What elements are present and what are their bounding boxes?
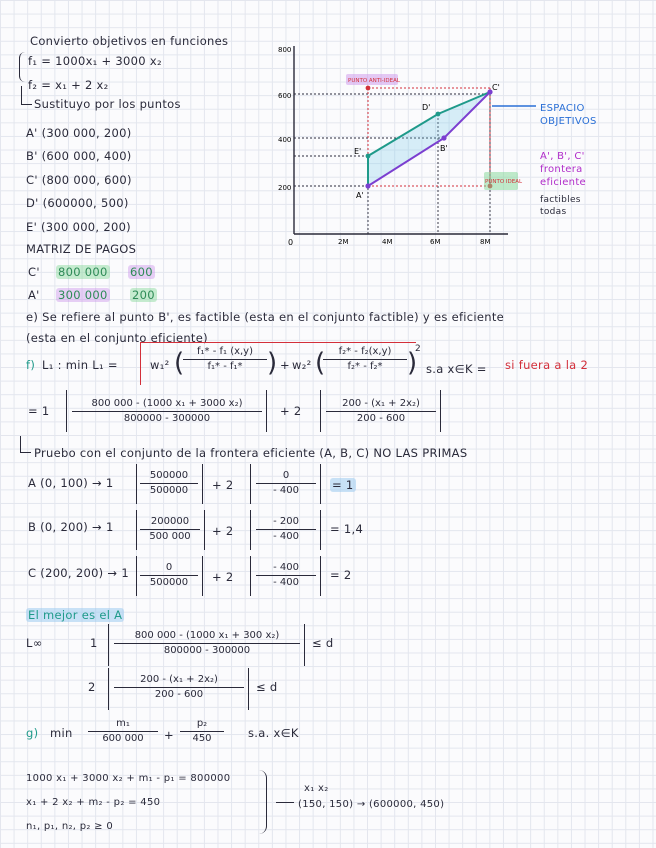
g-plus: + <box>164 728 174 742</box>
linf-r1-rel: ≤ d <box>312 636 334 650</box>
payoff-title: MATRIZ DE PAGOS <box>26 242 137 256</box>
test-row-b-n1: 200000 <box>140 516 200 530</box>
abs-bar-a4 <box>320 464 321 504</box>
f2-equation: f₂ = x₁ + 2 x₂ <box>28 78 109 92</box>
abs-bar-4 <box>440 390 441 432</box>
f-plus: + <box>280 358 290 372</box>
test-row-a-frac2 <box>256 470 316 497</box>
y-tick-200: 200 <box>278 184 292 192</box>
part-f-lhs: L₁ : min L₁ = <box>42 358 118 372</box>
g-frac2-num: p₂ <box>180 718 224 732</box>
test-row-a-pt: A (0, 100) → 1 <box>28 476 114 490</box>
eq2-frac2-num: 200 - (x₁ + 2x₂) <box>326 398 436 412</box>
point-d: D' (600000, 500) <box>26 196 129 210</box>
feasible-label: factibles todas <box>540 195 581 217</box>
point-b: B' (600 000, 400) <box>26 149 132 163</box>
point-e: E' (300 000, 200) <box>26 220 131 234</box>
part-f-label: f) <box>26 358 36 372</box>
label-c: C' <box>492 83 500 92</box>
abs-bar-a3 <box>250 464 251 504</box>
abs-bar-b3 <box>250 510 251 550</box>
point-e-mark <box>366 154 371 159</box>
point-c: C' (800 000, 600) <box>26 173 132 187</box>
linf-r1-den: 800000 - 300000 <box>163 645 251 656</box>
test-row-c-d2: - 400 <box>273 577 299 588</box>
part-e-line1: e) Se refiere al punto B', es factible (esta en el conjunto factible) y es eficiente <box>26 310 505 324</box>
anti-ideal-mark <box>366 86 371 91</box>
y-tick-400: 400 <box>278 136 292 144</box>
space-label: ESPACIO OBJETIVOS <box>540 103 597 127</box>
label-a: A' <box>356 191 364 200</box>
result-arrow-icon <box>276 802 294 803</box>
test-row-b-frac1 <box>140 516 200 543</box>
abs-bar-2 <box>266 390 267 432</box>
eq2-lhs: = 1 <box>28 404 50 418</box>
linf-label: L∞ <box>26 636 43 650</box>
g-frac2-den: 450 <box>192 733 212 744</box>
test-row-c-mid: + 2 <box>212 570 234 584</box>
w1-weight: w₁² <box>150 358 170 372</box>
intro-title: Convierto objetivos en funciones <box>30 34 229 48</box>
label-d: D' <box>422 103 431 112</box>
g-frac1 <box>88 718 158 745</box>
f-frac1-num: f₁* - f₁ (x,y) <box>183 346 267 360</box>
test-row-b-mid: + 2 <box>212 524 234 538</box>
test-row-a-res: = 1 <box>332 478 354 492</box>
test-row-a-d2: - 400 <box>273 485 299 496</box>
test-line: Pruebo con el conjunto de la frontera eficiente (A, B, C) NO LAS PRIMAS <box>34 446 468 460</box>
abs-bar-c2 <box>202 556 203 596</box>
abs-bar-b2 <box>204 510 205 550</box>
eq2-frac1 <box>72 398 262 425</box>
f-frac1 <box>183 346 267 373</box>
test-row-b-res: = 1,4 <box>330 522 364 536</box>
payoff-row1-v2: 600 <box>130 265 153 279</box>
linf-r2-rel: ≤ d <box>256 680 278 694</box>
f-frac2 <box>323 346 407 373</box>
label-b: B' <box>440 144 448 153</box>
origin-label: 0 <box>288 238 294 247</box>
eq2-frac1-num: 800 000 - (1000 x₁ + 3000 x₂) <box>72 398 262 412</box>
abs-bar-a2 <box>202 464 203 504</box>
x-tick-2m: 2M <box>338 238 349 246</box>
payoff-row1-v1: 800 000 <box>58 265 108 279</box>
g-frac2 <box>180 718 224 745</box>
g-subject-to: s.a. x∈K <box>248 726 299 740</box>
test-row-a-n1: 500000 <box>140 470 198 484</box>
point-d-mark <box>436 112 441 117</box>
abs-bar-b4 <box>320 510 321 550</box>
arrow-corner-icon-2 <box>20 436 31 453</box>
abs-bar-a1 <box>136 464 137 504</box>
test-row-b-frac2 <box>256 516 316 543</box>
best-line: El mejor es el A <box>28 608 123 622</box>
test-row-c-pt: C (200, 200) → 1 <box>28 566 129 580</box>
y-tick-800: 800 <box>278 46 292 54</box>
test-row-c-res: = 2 <box>330 568 352 582</box>
test-row-b-d1: 500 000 <box>149 531 191 542</box>
eq2-frac2-den: 200 - 600 <box>356 413 406 424</box>
eq2-frac2 <box>326 398 436 425</box>
abs-bar-b1 <box>136 510 137 550</box>
linf-r2-num: 200 - (x₁ + 2x₂) <box>114 674 244 688</box>
point-a-mark <box>365 183 370 188</box>
label-e: E' <box>354 147 362 156</box>
eq2-mid: + 2 <box>280 404 302 418</box>
g-constraint-2: x₁ + 2 x₂ + m₂ - p₂ = 450 <box>26 797 161 808</box>
test-row-a-frac1 <box>140 470 198 497</box>
linf-r1-num: 800 000 - (1000 x₁ + 300 x₂) <box>114 630 300 644</box>
test-row-c-frac1 <box>140 562 198 589</box>
f-note: si fuera a la 2 <box>505 358 589 372</box>
test-row-c-frac2 <box>256 562 316 589</box>
frontier-label: A', B', C' frontera eficiente <box>540 151 586 188</box>
substitute-line: Sustituyo por los puntos <box>34 97 181 111</box>
f1-equation: f₁ = 1000x₁ + 3000 x₂ <box>28 54 162 68</box>
paren-close-2: ) <box>407 348 418 378</box>
payoff-row1-label: C' <box>28 265 40 279</box>
point-b-mark <box>441 135 446 140</box>
part-e-line2: (esta en el conjunto eficiente) <box>26 331 208 345</box>
paren-open-1: ( <box>174 348 185 378</box>
g-vars: x₁ x₂ <box>304 783 329 794</box>
x-tick-6m: 6M <box>430 238 441 246</box>
f-subject-to: s.a x∈K = <box>426 362 487 376</box>
payoff-row2-v1: 300 000 <box>58 288 108 302</box>
abs-bar-1 <box>66 390 67 432</box>
g-frac1-num: m₁ <box>88 718 158 732</box>
g-frac1-den: 600 000 <box>102 733 144 744</box>
test-row-a-d1: 500000 <box>149 485 189 496</box>
g-result: (150, 150) → (600000, 450) <box>298 799 445 810</box>
linf-r2-den: 200 - 600 <box>154 689 204 700</box>
f-frac1-den: f₁* - f₁* <box>207 361 243 372</box>
payoff-row2-label: A' <box>28 288 40 302</box>
test-row-c-n1: 0 <box>140 562 198 576</box>
abs-bar-c4 <box>320 556 321 596</box>
anti-ideal-label: PUNTO ANTI-IDEAL <box>348 78 400 84</box>
g-constraint-3: n₁, p₁, n₂, p₂ ≥ 0 <box>26 821 113 832</box>
test-row-c-d1: 500000 <box>149 577 189 588</box>
test-row-c-n2: - 400 <box>256 562 316 576</box>
paren-close-1: ) <box>267 348 278 378</box>
part-g-label: g) <box>26 726 39 740</box>
abs-bar-l1 <box>108 624 109 666</box>
test-row-a-n2: 0 <box>256 470 316 484</box>
linf-r1-coef: 1 <box>90 636 98 650</box>
constraints-brace <box>258 770 267 834</box>
linf-r2-frac <box>114 674 244 701</box>
part-g-min: min <box>50 726 73 740</box>
payoff-row2-v2: 200 <box>132 288 155 302</box>
abs-bar-c1 <box>136 556 137 596</box>
x-tick-4m: 4M <box>382 238 393 246</box>
test-row-b-n2: - 200 <box>256 516 316 530</box>
abs-bar-c3 <box>250 556 251 596</box>
w2-weight: w₂² <box>292 358 312 372</box>
arrow-corner-icon <box>21 86 32 105</box>
f-frac2-num: f₂* - f₂(x,y) <box>323 346 407 360</box>
linf-r2-coef: 2 <box>88 680 96 694</box>
f-exponent: 2 <box>415 344 422 354</box>
paren-open-2: ( <box>315 348 326 378</box>
eq2-frac1-den: 800000 - 300000 <box>123 413 211 424</box>
abs-bar-l2 <box>304 624 305 666</box>
abs-bar-l3 <box>108 668 109 710</box>
y-tick-600: 600 <box>278 92 292 100</box>
f-frac2-den: f₂* - f₂* <box>347 361 383 372</box>
abs-bar-3 <box>320 390 321 432</box>
linf-r1-frac <box>114 630 300 657</box>
test-row-b-pt: B (0, 200) → 1 <box>28 520 114 534</box>
g-constraint-1: 1000 x₁ + 3000 x₂ + m₁ - p₁ = 800000 <box>26 773 231 784</box>
test-row-a-mid: + 2 <box>212 478 234 492</box>
test-row-b-d2: - 400 <box>273 531 299 542</box>
ideal-label: PUNTO IDEAL <box>485 179 523 185</box>
system-brace <box>19 52 26 82</box>
abs-bar-l4 <box>248 668 249 710</box>
x-tick-8m: 8M <box>480 238 491 246</box>
point-a: A' (300 000, 200) <box>26 126 132 140</box>
